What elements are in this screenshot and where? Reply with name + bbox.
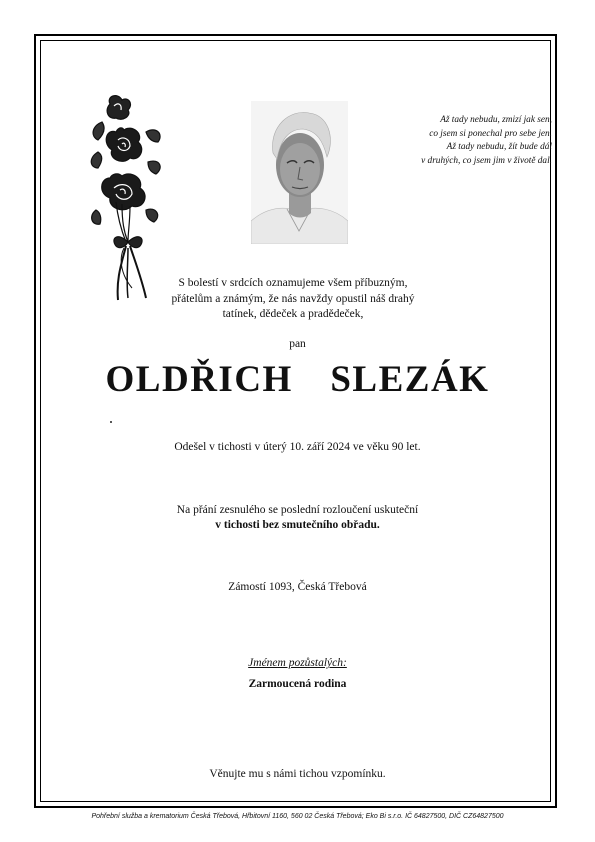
portrait-photo — [251, 101, 348, 244]
signature-heading — [0, 656, 595, 672]
poem-line: v druhých, co jsem jim v životě dal. — [421, 155, 552, 166]
announcement — [140, 276, 446, 323]
poem — [372, 114, 552, 168]
farewell-line-1: Na přání zesnulého se poslední rozloučení uskuteční — [176, 504, 419, 516]
poem-line: Až tady nebudu, zmizí jak sen, — [440, 115, 552, 125]
death-notice: Odešel v tichosti v úterý 10. září 2024 ve věku 90 let. — [174, 441, 421, 453]
announcement-line: přátelům a známým, že nás navždy opustil náš drahý — [171, 292, 415, 305]
announcement-line: S bolestí v srdcích oznamujeme všem příbuzným, — [178, 277, 408, 289]
closing-line: Věnujte mu s námi tichou vzpomínku. — [209, 768, 386, 780]
stray-dot — [110, 421, 112, 423]
title-prefix: pan — [289, 338, 306, 350]
deceased-name: OLDŘICH SLEZÁK — [105, 359, 490, 400]
poem-line: co jsem si ponechal pro sebe jen. — [429, 128, 552, 139]
farewell-line-2: v tichosti bez smutečního obřadu. — [215, 519, 380, 531]
signature-heading-text: Jménem pozůstalých: — [248, 657, 347, 669]
rose-icon — [88, 92, 168, 302]
footer-imprint: Pohřební služba a krematorium Česká Třebová, Hřbitovní 1160, 560 02 Česká Třebová; Eko Bi s.r.o. IČ 64827500, DIČ CZ64827500 — [91, 813, 504, 820]
announcement-line: tatínek, dědeček a pradědeček, — [222, 308, 364, 320]
address: Zámostí 1093, Česká Třebová — [228, 581, 367, 593]
poem-line: Až tady nebudu, žít bude dál — [446, 142, 552, 152]
family-signature: Zarmoucená rodina — [248, 678, 347, 690]
